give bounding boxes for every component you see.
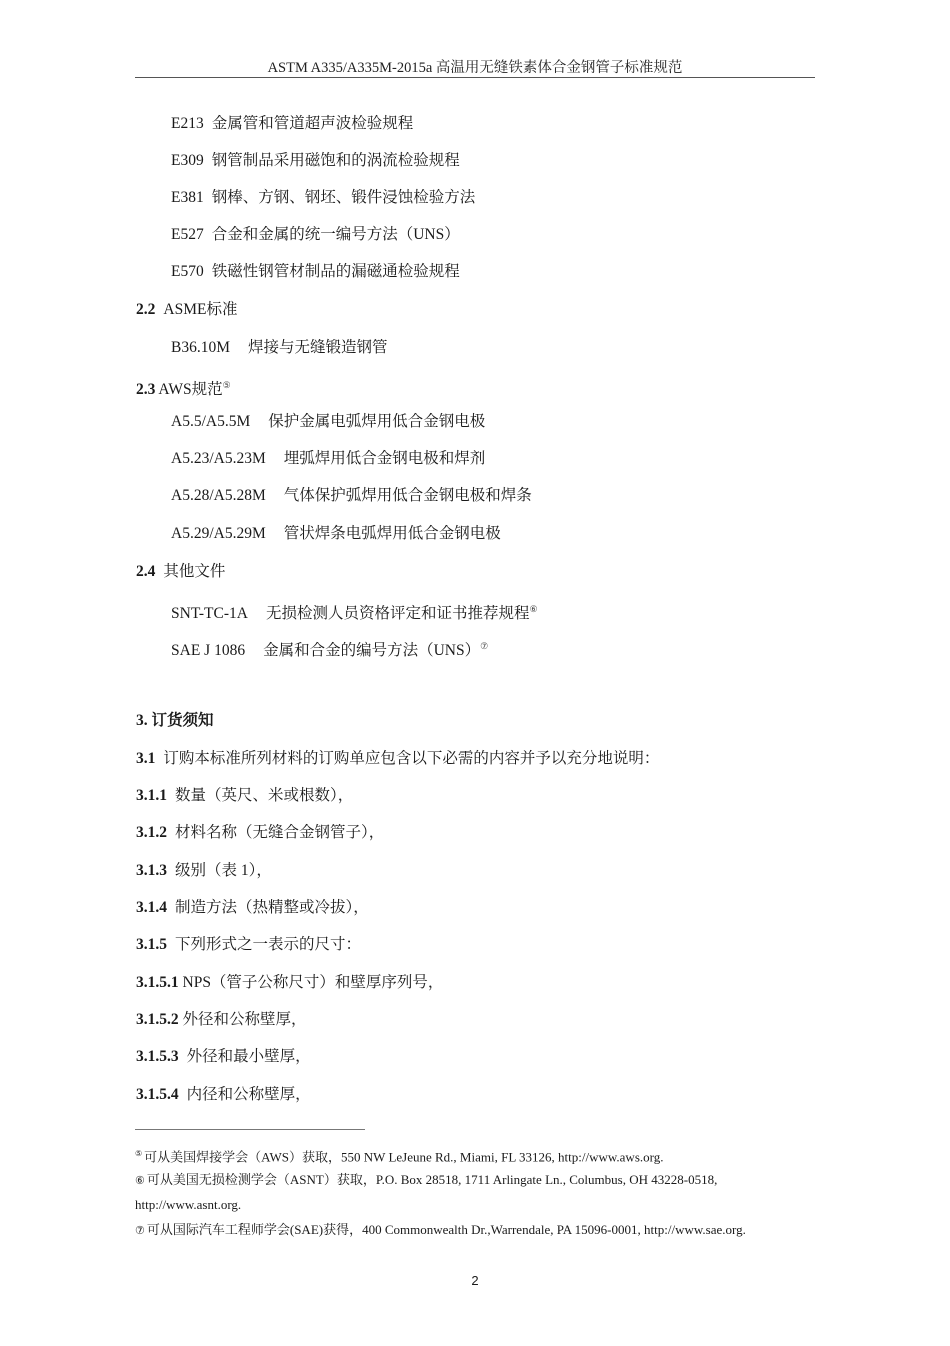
ref-code: E309	[171, 152, 204, 169]
footnote-text: 可从国际汽车工程师学会(SAE)获得，400 Commonwealth Dr.,Warrendale, PA 15096-0001, http://www.sae.org.	[146, 1222, 746, 1237]
clause-number: 3.1.2	[136, 824, 167, 841]
clause-number: 3.1.5.2	[136, 1011, 179, 1028]
section-heading-2-3	[136, 375, 231, 400]
footnote-mark: ⑤	[135, 1149, 143, 1158]
ref-line	[171, 338, 388, 358]
clause-text: 数量（英尺、米或根数），	[175, 787, 354, 804]
ref-code: A5.23/A5.23M	[171, 450, 266, 467]
ref-code: E527	[171, 226, 204, 243]
section-number: 2.4	[136, 563, 156, 580]
clause-text: 下列形式之一表示的尺寸：	[175, 936, 362, 953]
section-heading-2-4	[136, 562, 225, 582]
clause-line	[136, 786, 353, 806]
clause-text: NPS（管子公称尺寸）和壁厚序列号，	[182, 974, 444, 991]
ref-code: B36.10M	[171, 339, 230, 356]
clause-line	[136, 1047, 311, 1067]
footnote	[135, 1145, 663, 1166]
clause-line	[136, 861, 272, 881]
clause-number: 3.1.1	[136, 787, 167, 804]
clause-number: 3.1	[136, 750, 156, 767]
ref-code: A5.5/A5.5M	[171, 413, 251, 430]
page-number: 2	[471, 1273, 479, 1288]
page-header: ASTM A335/A335M-2015a 高温用无缝铁素体合金钢管子标准规范	[267, 60, 683, 76]
section-title: ASME标准	[163, 301, 238, 318]
footnote-ref: ⑤	[222, 380, 231, 390]
ref-line	[171, 636, 488, 661]
ref-code: SAE J 1086	[171, 642, 246, 660]
clause-text: 级别（表 1），	[175, 862, 272, 879]
clause-line	[136, 823, 384, 843]
ref-text: 金属管和管道超声波检验规程	[211, 115, 414, 132]
clause-number: 3.1.5.1	[136, 974, 179, 991]
clause-line	[136, 1085, 311, 1105]
clause-line	[136, 1010, 307, 1030]
footnote-text: 可从美国无损检测学会（ASNT）获取，P.O. Box 28518, 1711 Arlingate Ln., Columbus, OH 43228-0518,	[146, 1172, 718, 1187]
clause-text: 订购本标准所列材料的订购单应包含以下必需的内容并予以充分地说明：	[163, 750, 660, 767]
ref-text: 焊接与无缝锻造钢管	[248, 339, 388, 356]
clause-line	[136, 898, 369, 918]
ref-text: 铁磁性钢管材制品的漏磁通检验规程	[211, 263, 460, 280]
ref-text: 金属和合金的编号方法（UNS）	[263, 642, 481, 660]
ref-line	[171, 262, 460, 282]
clause-text: 材料名称（无缝合金钢管子），	[175, 824, 385, 841]
ref-code: SNT-TC-1A	[171, 605, 248, 623]
ref-text: 钢管制品采用磁饱和的涡流检验规程	[211, 152, 460, 169]
ref-code: E213	[171, 115, 204, 132]
clause-text: 外径和最小壁厚，	[186, 1048, 311, 1065]
ref-code: E570	[171, 263, 204, 280]
footnote	[135, 1221, 746, 1240]
ref-code: A5.28/A5.28M	[171, 487, 266, 504]
clause-number: 3.1.5.4	[136, 1086, 179, 1103]
ref-text: 保护金属电弧焊用低合金钢电极	[268, 413, 486, 430]
ref-line	[171, 412, 485, 432]
footnote-mark: ⑥	[135, 1175, 145, 1187]
footnote-mark: ⑦	[135, 1225, 145, 1237]
clause-number: 3.1.3	[136, 862, 167, 879]
ref-code: E381	[171, 189, 204, 206]
footnote-separator	[135, 1129, 365, 1130]
section-number: 2.3	[136, 381, 156, 399]
clause-number: 3.1.5.3	[136, 1048, 179, 1065]
section-title: 其他文件	[163, 563, 226, 580]
footnote-text: 可从美国焊接学会（AWS）获取，550 NW LeJeune Rd., Miami, FL 33126, http://www.aws.org.	[144, 1149, 664, 1165]
section-heading-2-2	[136, 300, 237, 320]
ref-line	[171, 225, 460, 245]
ref-line	[171, 151, 460, 171]
ref-line	[171, 449, 485, 469]
clause-text: 外径和公称壁厚，	[182, 1011, 307, 1028]
ref-text: 埋弧焊用低合金钢电极和焊剂	[283, 450, 486, 467]
clause-text: 内径和公称壁厚，	[186, 1086, 311, 1103]
ref-line	[171, 114, 413, 134]
footnote-continuation	[135, 1196, 241, 1214]
clause-number: 3.1.4	[136, 899, 167, 916]
footnote-text: http://www.asnt.org.	[135, 1197, 242, 1212]
header-rule	[135, 77, 815, 78]
clause-text: 制造方法（热精整或冷拔），	[175, 899, 369, 916]
footnote	[135, 1171, 717, 1190]
section-title: AWS规范	[158, 381, 223, 399]
ref-line	[171, 599, 538, 624]
clause-number: 3.1.5	[136, 936, 167, 953]
footnote-ref: ⑦	[480, 641, 489, 651]
clause-line	[136, 935, 361, 955]
ref-line	[171, 188, 475, 208]
ref-text: 管状焊条电弧焊用低合金钢电极	[283, 525, 501, 542]
ref-code: A5.29/A5.29M	[171, 525, 266, 542]
ref-line	[171, 486, 532, 506]
ref-text: 钢棒、方钢、钢坯、锻件浸蚀检验方法	[211, 189, 476, 206]
footnote-ref: ⑥	[529, 604, 538, 614]
ref-text: 合金和金属的统一编号方法（UNS）	[211, 226, 460, 243]
section-heading-3: 3. 订货须知	[136, 712, 214, 729]
ref-text: 气体保护弧焊用低合金钢电极和焊条	[283, 487, 532, 504]
section-number: 2.2	[136, 301, 156, 318]
ref-line	[171, 524, 501, 544]
clause-line	[136, 973, 443, 993]
ref-text: 无损检测人员资格评定和证书推荐规程	[265, 605, 530, 623]
clause-line	[136, 749, 659, 769]
